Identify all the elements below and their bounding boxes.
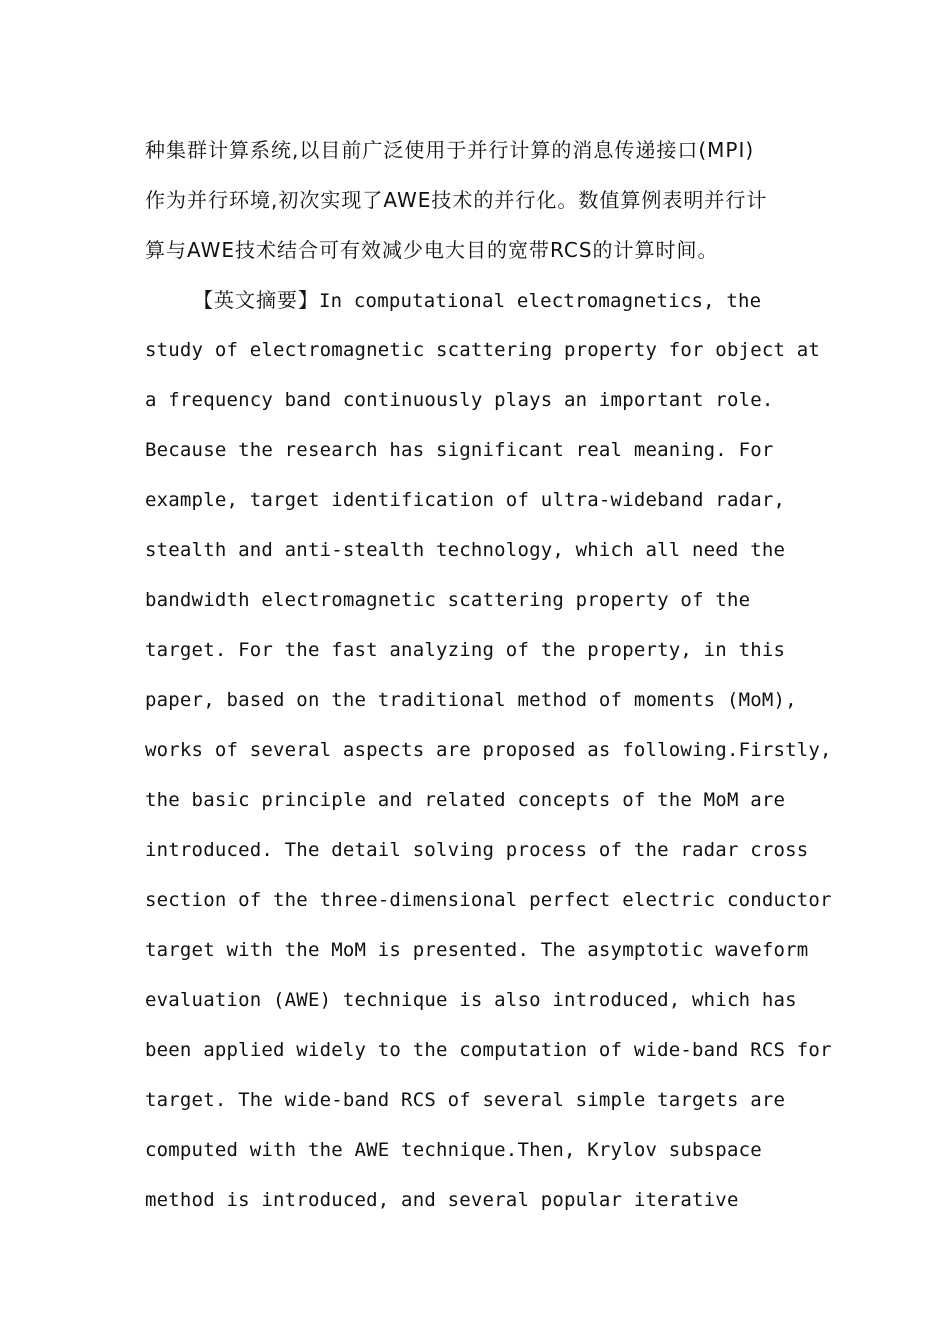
paragraph-line: 作为并行环境,初次实现了AWE技术的并行化。数值算例表明并行计: [145, 188, 768, 212]
paragraph-line: a frequency band continuously plays an important role.: [145, 389, 774, 411]
paragraph-line: Because the research has significant real meaning. For: [145, 439, 774, 461]
english-abstract: [145, 275, 832, 1225]
paragraph-line: target with the MoM is presented. The asymptotic waveform: [145, 939, 809, 961]
english-abstract-first-line: [145, 275, 810, 325]
paragraph-line: stealth and anti-stealth technology, which all need the: [145, 539, 786, 561]
english-abstract-label: 【英文摘要】: [193, 288, 319, 312]
paragraph-line: target. The wide-band RCS of several simple targets are: [145, 1089, 786, 1111]
paragraph-line: method is introduced, and several popular iterative: [145, 1189, 739, 1211]
paragraph-line: study of electromagnetic scattering property for object at: [145, 339, 821, 361]
paragraph-line: works of several aspects are proposed as following.Firstly,: [145, 739, 832, 761]
paragraph-line: bandwidth electromagnetic scattering property of the: [145, 589, 751, 611]
paragraph-line: the basic principle and related concepts of the MoM are: [145, 789, 786, 811]
chinese-abstract-tail: [145, 125, 810, 275]
paragraph-line: introduced. The detail solving process of the radar cross: [145, 839, 809, 861]
paragraph-line: target. For the fast analyzing of the property, in this: [145, 639, 786, 661]
paragraph-line: paper, based on the traditional method of moments (MoM),: [145, 689, 797, 711]
paragraph-line: 种集群计算系统,以目前广泛使用于并行计算的消息传递接口(MPI): [145, 138, 755, 162]
paragraph-line: evaluation (AWE) technique is also introduced, which has: [145, 989, 797, 1011]
paragraph-line: been applied widely to the computation of wide-band RCS for: [145, 1039, 832, 1061]
paragraph-line: example, target identification of ultra-wideband radar,: [145, 489, 786, 511]
paragraph-line: section of the three-dimensional perfect electric conductor: [145, 889, 832, 911]
paragraph-line: 算与AWE技术结合可有效减少电大目的宽带RCS的计算时间。: [145, 238, 719, 262]
english-abstract-first-text: In computational electromagnetics, the: [319, 290, 762, 312]
paragraph-line: computed with the AWE technique.Then, Krylov subspace: [145, 1139, 762, 1161]
